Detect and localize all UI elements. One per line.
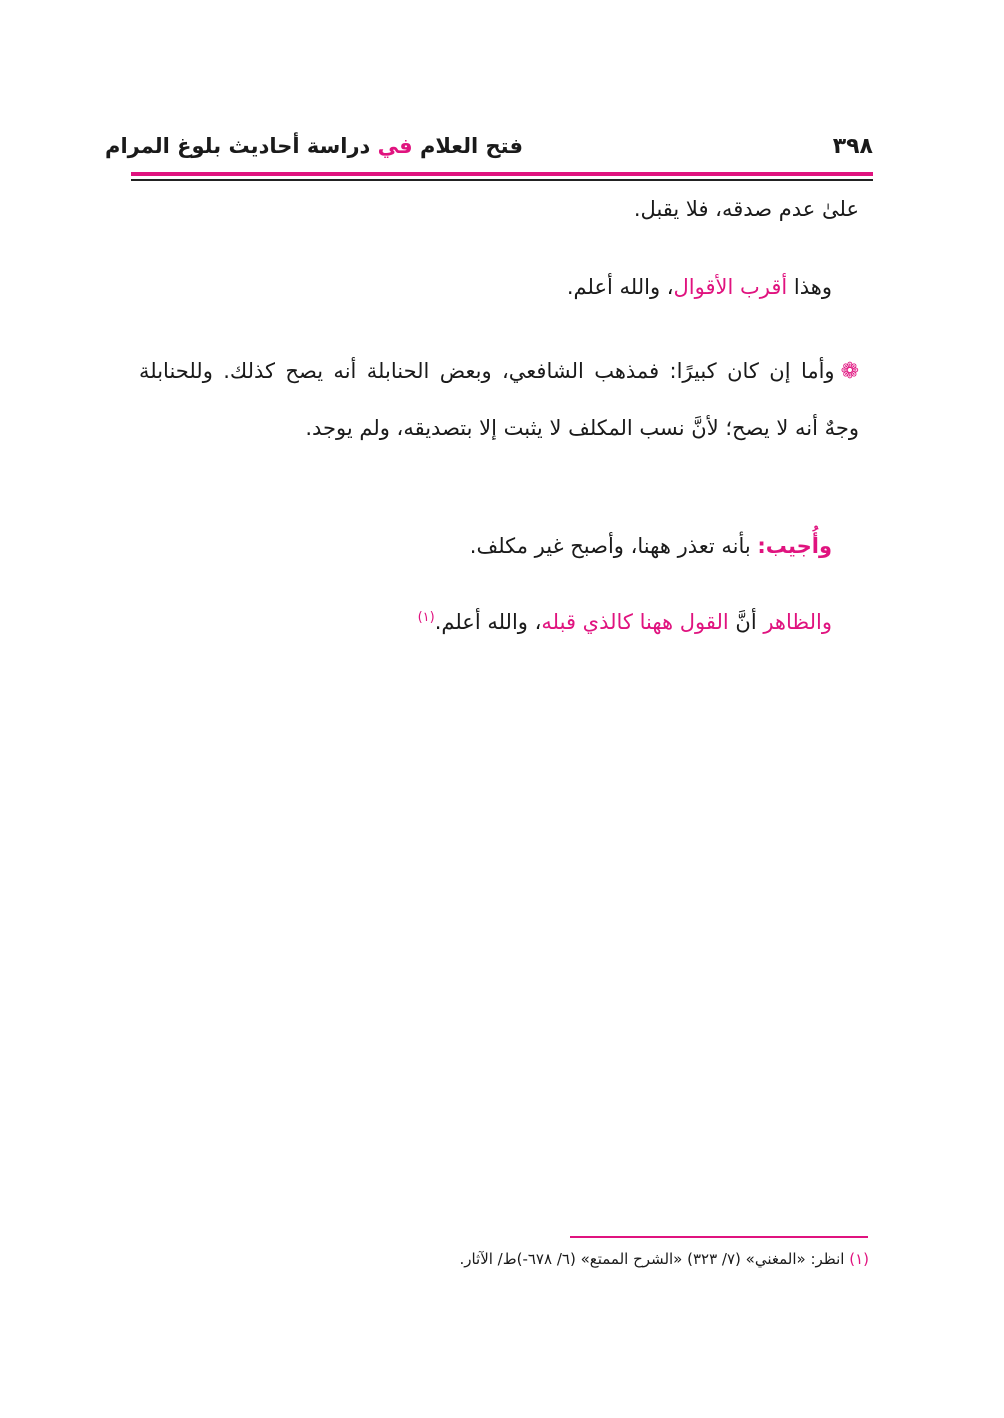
text-line-4 [418, 610, 832, 634]
line2-prefix: وهذا [787, 275, 832, 299]
footnote-ref-1: «المغني» [745, 1250, 806, 1268]
header-rule-black [131, 179, 873, 181]
footnote-rule [570, 1236, 868, 1238]
answer-text: بأنه تعذر ههنا، وأصبح غير مكلف. [469, 534, 758, 558]
book-title-part2: دراسة أحاديث بلوغ المرام [105, 134, 378, 158]
line4-text-2: ، والله أعلم. [434, 610, 542, 634]
footnote-ref-2: «الشرح الممتع» [580, 1250, 683, 1268]
line2-suffix: ، والله أعلم. [566, 275, 674, 299]
text-line-2 [567, 275, 832, 299]
line4-highlight-1: والظاهر [763, 610, 832, 634]
text-line-3 [470, 534, 832, 558]
main-paragraph [139, 343, 859, 456]
flower-ornament-icon: ❁ [840, 359, 859, 384]
line2-highlight: أقرب الأقوال [673, 275, 788, 299]
footnote-text-c: (٦/ ٦٧٨-)ط/ الآثار. [459, 1250, 581, 1268]
text-line-1: علىٰ عدم صدقه، فلا يقبل. [633, 197, 859, 221]
book-title-highlight: في [377, 134, 413, 158]
footnote-marker[interactable]: (١) [417, 610, 435, 625]
line4-text-1: أنَّ [728, 610, 764, 634]
header-rule-pink [131, 172, 873, 176]
footnote-text-a: انظر: [805, 1250, 850, 1268]
line4-highlight-2: القول ههنا كالذي قبله [541, 610, 729, 634]
paragraph-text: وأما إن كان كبيرًا: فمذهب الشافعي، وبعض الحنابلة أنه يصح كذلك. وللحنابلة وجهٌ أنه لا يصح؛ لأنَّ نسب المكلف لا يثبت إلا بتصديقه، ولم يوجد. [139, 359, 859, 440]
footnote [459, 1250, 869, 1268]
answer-label: وأُجيب: [757, 534, 832, 558]
page-number: ٣٩٨ [832, 134, 873, 159]
book-title [105, 134, 523, 158]
running-header [105, 128, 873, 168]
footnote-text-b: (٧/ ٣٢٣) [682, 1250, 746, 1268]
book-title-part1: فتح العلام [412, 134, 523, 158]
footnote-number: (١) [849, 1250, 869, 1268]
